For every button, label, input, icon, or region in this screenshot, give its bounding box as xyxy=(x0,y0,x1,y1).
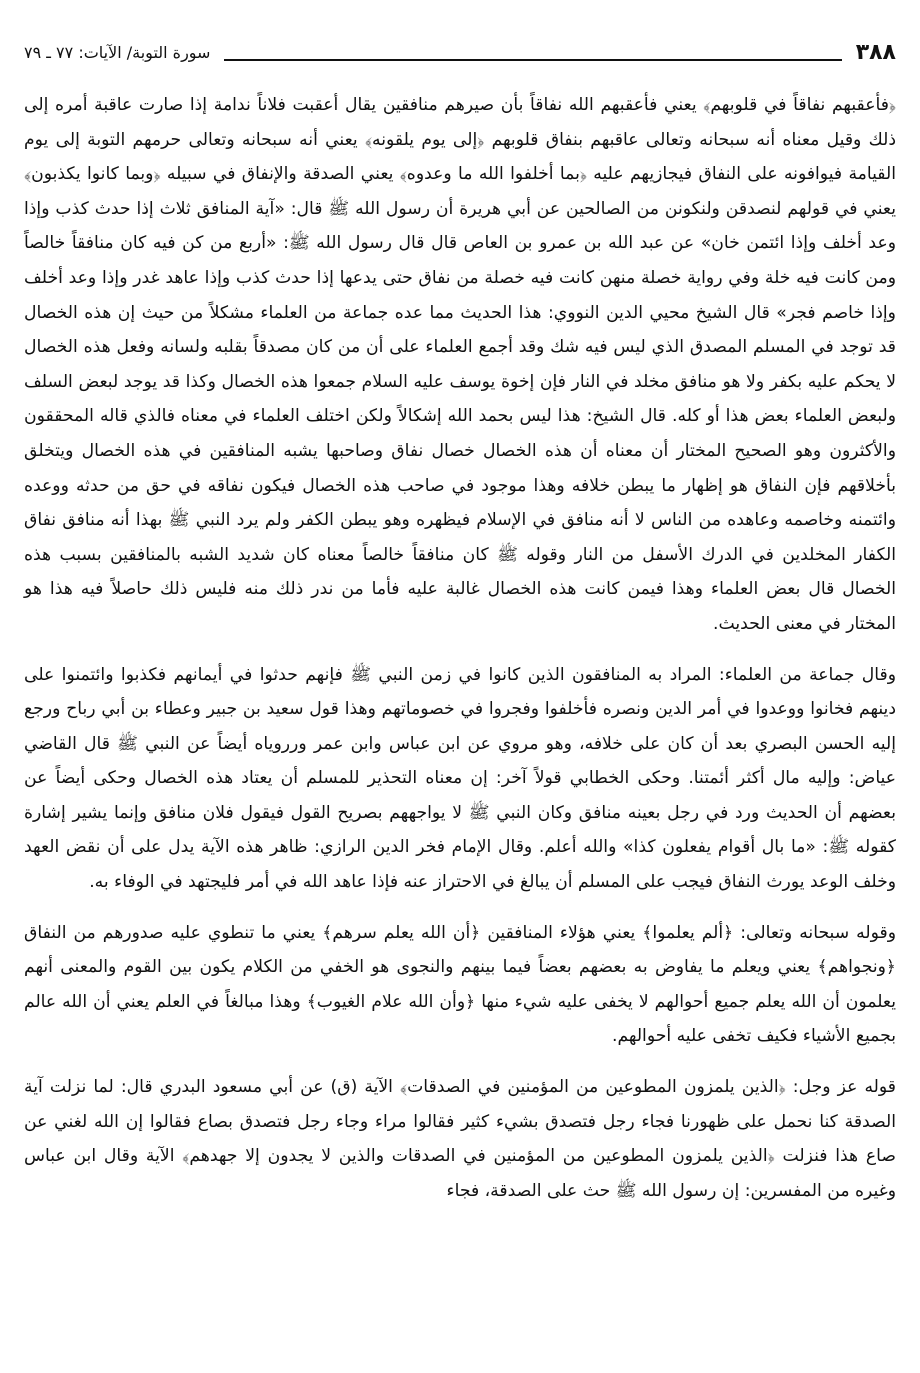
page-header xyxy=(24,40,896,65)
page-number: ٣٨٨ xyxy=(855,40,896,65)
body-text xyxy=(24,88,896,1208)
running-title: سورة التوبة/ الآيات: ٧٧ ـ ٧٩ xyxy=(24,43,211,62)
paragraph-1: ﴿فأعقبهم نفاقاً في قلوبهم﴾ يعني فأعقبهم الله نفاقاً بأن صيرهم منافقين يقال أعقبت فلاناً ندامة إذا صارت عاقبة أمره إلى ذلك وقيل معناه أنه سبحانه وتعالى عاقبهم بنفاق قلوبهم ﴿إلى يوم يلقونه﴾ يعني أنه سبحانه وتعالى حرمهم التوبة إلى يوم القيامة فيوافونه على النفاق فيجازيهم عليه ﴿بما أخلفوا الله ما وعدوه﴾ يعني الصدقة والإنفاق في سبيله ﴿وبما كانوا يكذبون﴾ يعني في قولهم لنصدقن ولنكونن من الصالحين عن أبي هريرة أن رسول الله ﷺ قال: «آية المنافق ثلاث إذا حدث كذب وإذا وعد أخلف وإذا ائتمن خان» عن عبد الله بن عمرو بن العاص قال قال رسول الله ﷺ: «أربع من كن فيه كان منافقاً خالصاً ومن كانت فيه خلة وفي رواية خصلة منهن كانت فيه خصلة من نفاق حتى يدعها إذا حدث كذب وإذا عاهد غدر وإذا وعد أخلف وإذا خاصم فجر» قال الشيخ محيي الدين النووي: هذا الحديث مما عده جماعة من العلماء مشكلاً من حيث إن هذه الخصال قد توجد في المسلم المصدق الذي ليس فيه شك وقد أجمع العلماء على أن من كان مصدقاً بقلبه ولسانه وفعل هذه الخصال لا يحكم عليه بكفر ولا هو منافق مخلد في النار فإن إخوة يوسف عليه السلام جمعوا هذه الخصال وكذا قد يوجد لبعض السلف ولبعض العلماء بعض هذا أو كله. قال الشيخ: هذا ليس بحمد الله إشكالاً ولكن اختلف العلماء في معناه فالذي قاله المحققون والأكثرون وهو الصحيح المختار أن معناه أن هذه الخصال خصال نفاق وصاحبها يشبه المنافقين في هذه الخصال ويتخلق بأخلاقهم فإن النفاق هو إظهار ما يبطن خلافه وهذا موجود في صاحب هذه الخصال فيكون نفاقه في حق من حدثه ووعده وائتمنه وخاصمه وعاهده من الناس لا أنه منافق في الإسلام فيظهره وهو يبطن الكفر ولم يرد النبي ﷺ بهذا أنه منافق نفاق الكفار المخلدين في الدرك الأسفل من النار وقوله ﷺ كان منافقاً خالصاً معناه كان شديد الشبه بالمنافقين بسبب هذه الخصال قال بعض العلماء وهذا فيمن كانت هذه الخصال غالبة عليه فأما من ندر ذلك منه فليس ذلك حاصلاً فيه هذا هو المختار في معنى الحديث. xyxy=(24,95,896,634)
paragraph-2: وقال جماعة من العلماء: المراد به المنافقون الذين كانوا في زمن النبي ﷺ فإنهم حدثوا في أيمانهم فكذبوا وائتمنوا على دينهم فخانوا ووعدوا في أمر الدين ونصره فأخلفوا وفجروا في خصوماتهم وهذا قول سعيد بن جبير وعطاء بن أبي رباح ورجع إليه الحسن البصري بعد أن كان على خلافه، وهو مروي عن ابن عباس وابن عمر ورروياه أيضاً عن النبي ﷺ قال القاضي عياض: وإليه مال أكثر أئمتنا. وحكى الخطابي قولاً آخر: إن معناه التحذير للمسلم أن يعتاد هذه الخصال وحكى أيضاً عن بعضهم أن الحديث ورد في رجل بعينه منافق وكان النبي ﷺ لا يواجههم بصريح القول فيقول فلان منافق وإنما يشير إشارة كقوله ﷺ: «ما بال أقوام يفعلون كذا» والله أعلم. وقال الإمام فخر الدين الرازي: ظاهر هذه الآية يدل على أن نقض العهد وخلف الوعد يورث النفاق فيجب على المسلم أن يبالغ في الاحتراز عنه فإذا عاهد الله في أمر فليجتهد في الوفاء به. xyxy=(24,664,896,893)
paragraph-gap xyxy=(24,900,896,916)
paragraph-gap xyxy=(24,1054,896,1070)
paragraph-4: قوله عز وجل: ﴿الذين يلمزون المطوعين من المؤمنين في الصدقات﴾ الآية (ق) عن أبي مسعود البدري قال: لما نزلت آية الصدقة كنا نحمل على ظهورنا فجاء رجل فتصدق بشيء كثير فقالوا مراء وجاء رجل فتصدق بصاع فقالوا إن الله لغني عن صاع هذا فنزلت ﴿الذين يلمزون المطوعين من المؤمنين في الصدقات والذين لا يجدون إلا جهدهم﴾ الآية وقال ابن عباس وغيره من المفسرين: إن رسول الله ﷺ حث على الصدقة، فجاء xyxy=(24,1077,896,1201)
header-rule xyxy=(224,59,841,61)
paragraph-3: وقوله سبحانه وتعالى: ﴿ألم يعلموا﴾ يعني هؤلاء المنافقين ﴿أن الله يعلم سرهم﴾ يعني ما تنطوي عليه صدورهم من النفاق ﴿ونجواهم﴾ يعني ويعلم ما يفاوض به بعضهم بعضاً فيما بينهم والنجوى هو الخفي من الكلام يكون بين القوم والمعنى أنهم يعلمون أن الله يعلم جميع أحوالهم لا يخفى عليه شيء منها ﴿وأن الله علام الغيوب﴾ وهذا مبالغاً في العلم يعني أن الله عالم بجميع الأشياء فكيف تخفى عليه أحوالهم. xyxy=(24,922,896,1047)
paragraph-gap xyxy=(24,642,896,658)
